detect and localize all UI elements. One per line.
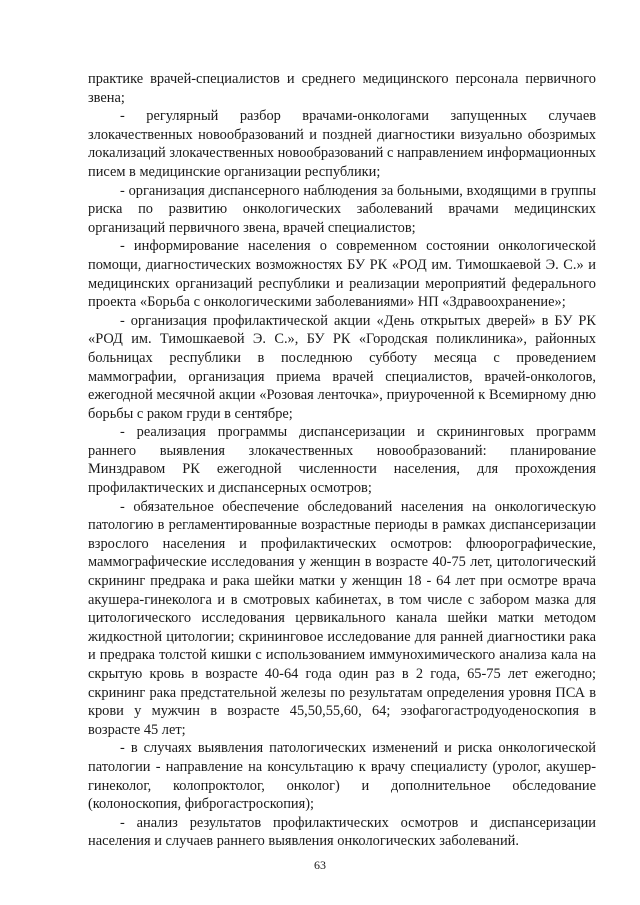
- paragraph-results-analysis: - анализ результатов профилактических осмотров и диспансеризации населения и случаев раннего выявления онкологических заболеваний.: [88, 814, 596, 850]
- paragraph-mandatory-examinations: - обязательное обеспечение обследований населения на онкологическую патологию в регламентированные возрастные периоды в рамках диспансеризации взрослого населения и профилактических осмотров: флюорографические, маммографические исследования у женщин в возрасте 40-75 лет, цитологический скрининг предрака и рака шейки матки у женщин 18 - 64 лет при осмотре врача акушера-гинеколога и в смотровых кабинетах, в том числе с забором мазка для цитологического исследования цервикального канала шейки матки методом жидкостной цитологии; скрининговое исследование для ранней диагностики рака и предрака толстой кишки с использованием иммунохимического анализа кала на скрытую кровь в возрасте 40-64 года один раз в 2 года, 65-75 лет ежегодно; скрининг рака предстательной железы по результатам определения уровня ПСА в крови у мужчин в возрасте 45,50,55,60, 64; эзофагогастродуоденоскопия в возрасте 45 лет;: [88, 498, 596, 738]
- paragraph-tumor-case-review: - регулярный разбор врачами-онкологами запущенных случаев злокачественных новообразований и поздней диагностики визуально обозримых локализаций злокачественных новообразований с направлением информационных писем в медицинские организации республики;: [88, 108, 596, 180]
- paragraph-open-doors-campaign: - организация профилактической акции «День открытых дверей» в БУ РК «РОД им. Тимошкаевой Э. С.», БУ РК «Городская поликлиника», районных больницах республики в последнюю субботу месяца с проведением маммографии, организация приема врачей специалистов, врачей-онкологов, ежегодной месячной акции «Розовая ленточка», приуроченной к Всемирному дню борьбы с раком груди в сентябре;: [88, 312, 596, 422]
- paragraph-screening-program: - реализация программы диспансеризации и скрининговых программ раннего выявления злокачественных новообразований: планирование Минздравом РК ежегодной численности населения, для прохождения профилактических и диспансерных осмотров;: [88, 424, 596, 497]
- document-body: [88, 70, 596, 851]
- paragraph-public-information: - информирование населения о современном состоянии онкологической помощи, диагностических возможностях БУ РК «РОД им. Тимошкаевой Э. С.» и медицинских организаций республики и реализации мероприятий федерального проекта «Борьба с онкологическими заболеваниями» НП «Здравоохранение»;: [88, 238, 596, 311]
- paragraph-specialist-referral: - в случаях выявления патологических изменений и риска онкологической патологии - направление на консультацию к врачу специалисту (уролог, акушер-гинеколог, колопроктолог, онколог) и дополнительное обследование (колоноскопия, фиброгастроскопия);: [88, 740, 596, 813]
- page-number: 63: [314, 858, 326, 872]
- paragraph-continuation: практике врачей-специалистов и среднего медицинского персонала первичного звена;: [88, 71, 596, 106]
- paragraph-dispensary-observation: - организация диспансерного наблюдения за больными, входящими в группы риска по развитию онкологических заболеваний врачами медицинских организаций первичного звена, врачей специалистов;: [88, 182, 596, 236]
